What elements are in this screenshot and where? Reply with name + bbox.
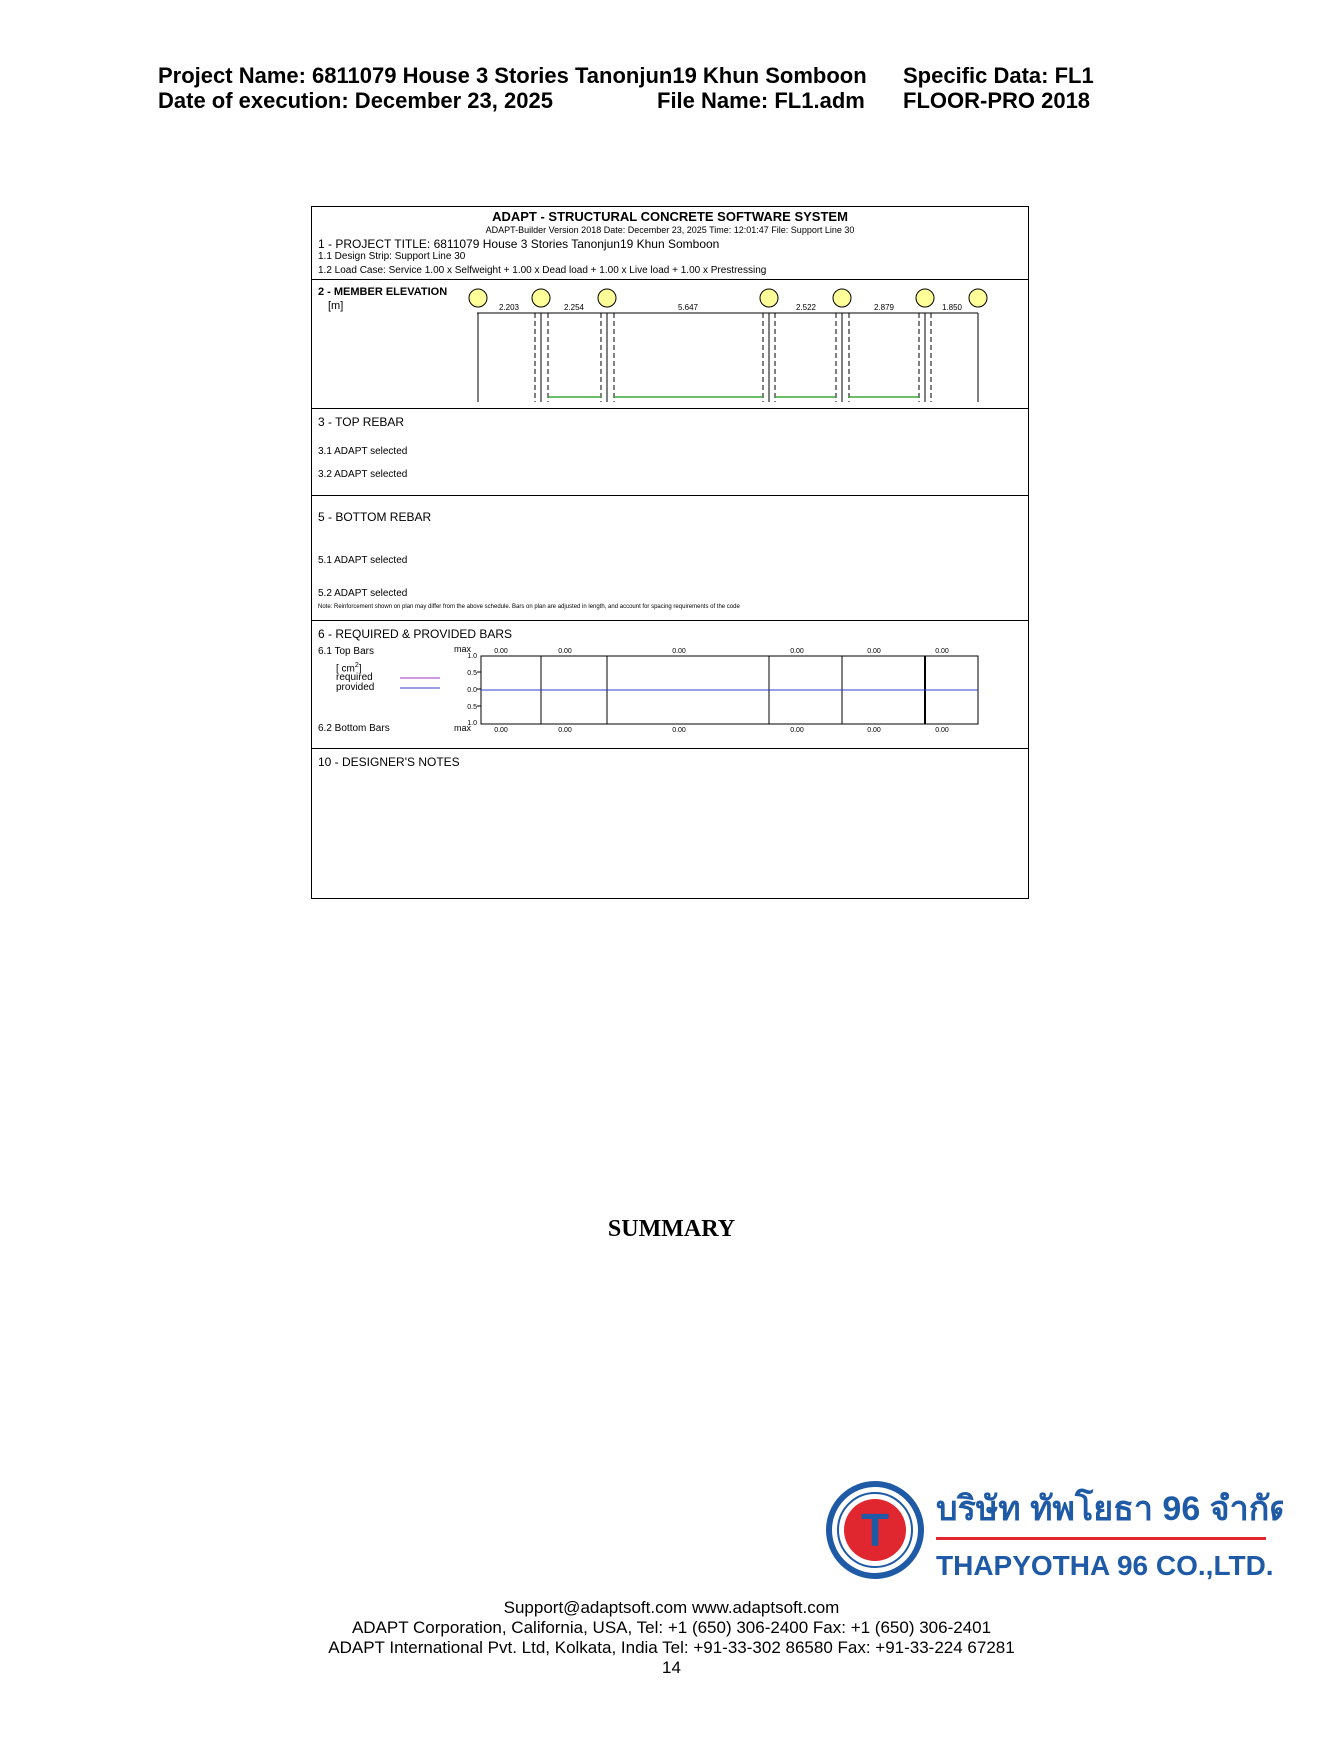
designer-notes-section	[312, 749, 1028, 898]
footer-line-3: ADAPT International Pvt. Ltd, Kolkata, India Tel: +91-33-302 86580 Fax: +91-33-224 67281	[328, 1638, 1015, 1657]
bars-unit: [ $cm^2$]	[336, 662, 362, 675]
support-3	[598, 289, 616, 307]
date-of-execution: Date of execution: December 23, 2025	[158, 88, 553, 113]
page-number: 14	[662, 1658, 681, 1677]
bottom-max-value-5: 0.00	[867, 727, 881, 734]
member-elevation-heading: 2 - MEMBER ELEVATION	[318, 286, 448, 298]
top-rebar-line-2: 3.2 ADAPT selected	[318, 469, 408, 480]
bottom-max-value-2: 0.00	[558, 727, 572, 734]
top-max-label: max	[454, 644, 472, 654]
span-length-6: 1.850	[941, 303, 963, 312]
top-rebar-section	[312, 409, 1028, 496]
bottom-rebar-note: Note: Reinforcement shown on plan may differ from the above schedule. Bars on plan are adjusted in length, and account for spacing requirements of the code	[318, 604, 740, 610]
logo-letter: T	[860, 1504, 890, 1556]
bottom-max-value-4: 0.00	[790, 727, 804, 734]
top-rebar-heading: 3 - TOP REBAR	[318, 415, 405, 429]
specific-data: Specific Data: FL1	[903, 63, 1094, 88]
span-length-4: 2.522	[795, 303, 817, 312]
report-title: ADAPT - STRUCTURAL CONCRETE SOFTWARE SYSTEM	[492, 209, 848, 224]
legend-provided-label: provided	[336, 682, 375, 693]
span-length-5: 2.879	[873, 303, 895, 312]
bottom-rebar-section	[312, 496, 1028, 621]
bottom-max-label: max	[454, 723, 472, 733]
bottom-rebar-line-2: 5.2 ADAPT selected	[318, 588, 408, 599]
file-name: File Name: FL1.adm	[657, 88, 865, 113]
member-elevation-diagram	[312, 280, 1028, 408]
support-6	[916, 289, 934, 307]
legend-required-label: required	[336, 672, 373, 683]
bottom-bars-label: 6.2 Bottom Bars	[318, 723, 390, 734]
project-title: 1 - PROJECT TITLE: 6811079 House 3 Stories Tanonjun19 Khun Somboon	[318, 237, 720, 251]
bottom-rebar-heading: 5 - BOTTOM REBAR	[318, 510, 432, 524]
member-elevation-unit: [m]	[328, 300, 344, 312]
summary-heading: SUMMARY	[607, 1216, 736, 1242]
top-rebar-line-1: 3.1 ADAPT selected	[318, 446, 408, 457]
tick-label-4: 0.5	[467, 704, 477, 711]
adapt-report	[311, 206, 1029, 899]
bottom-max-value-6: 0.00	[935, 727, 949, 734]
span-length-3: 5.647	[677, 303, 699, 312]
top-max-value-6: 0.00	[935, 648, 949, 655]
member-elevation-section	[312, 280, 1028, 409]
designer-notes-heading: 10 - DESIGNER'S NOTES	[318, 755, 460, 769]
support-2	[532, 289, 550, 307]
top-max-value-3: 0.00	[672, 648, 686, 655]
top-max-value-1: 0.00	[494, 648, 508, 655]
top-max-value-2: 0.00	[558, 648, 572, 655]
design-strip: 1.1 Design Strip: Support Line 30	[318, 251, 466, 262]
bottom-rebar-line-1: 5.1 ADAPT selected	[318, 555, 408, 566]
tick-label-1: 1.0	[467, 653, 477, 660]
top-bars-label: 6.1 Top Bars	[318, 646, 374, 657]
span-length-1: 2.203	[498, 303, 520, 312]
footer-line-1: Support@adaptsoft.com www.adaptsoft.com	[503, 1598, 840, 1617]
tick-label-2: 0.5	[467, 670, 477, 677]
bars-chart	[312, 621, 1028, 748]
tick-label-3: 0.0	[467, 687, 477, 694]
report-title-block	[312, 207, 1028, 280]
company-logo	[823, 1465, 1283, 1595]
load-case: 1.2 Load Case: Service 1.00 x Selfweight + 1.00 x Dead load + 1.00 x Live load + 1.00 x Prestressing	[318, 265, 767, 276]
bottom-max-value-1: 0.00	[494, 727, 508, 734]
tick-label-5: 1.0	[467, 720, 477, 727]
top-max-value-4: 0.00	[790, 648, 804, 655]
logo-thai-name: บริษัท ทัพโยธา 96 จำกัด	[936, 1490, 1283, 1528]
top-max-value-5: 0.00	[867, 648, 881, 655]
support-5	[833, 289, 851, 307]
version-line: ADAPT-Builder Version 2018 Date: December 23, 2025 Time: 12:01:47 File: Support Line 30	[485, 225, 855, 235]
footer-line-2: ADAPT Corporation, California, USA, Tel: +1 (650) 306-2400 Fax: +1 (650) 306-2401	[351, 1618, 992, 1637]
support-4	[760, 289, 778, 307]
software-name: FLOOR-PRO 2018	[903, 88, 1091, 113]
bottom-max-value-3: 0.00	[672, 727, 686, 734]
required-provided-bars-section	[312, 621, 1028, 749]
bars-heading: 6 - REQUIRED & PROVIDED BARS	[318, 627, 513, 641]
company-logo-graphic	[823, 1465, 1283, 1595]
logo-english-name: THAPYOTHA 96 CO.,LTD.	[936, 1550, 1274, 1581]
support-7	[969, 289, 987, 307]
span-length-2: 2.254	[563, 303, 585, 312]
support-1	[469, 289, 487, 307]
project-name: Project Name: 6811079 House 3 Stories Tanonjun19 Khun Somboon	[158, 63, 867, 88]
